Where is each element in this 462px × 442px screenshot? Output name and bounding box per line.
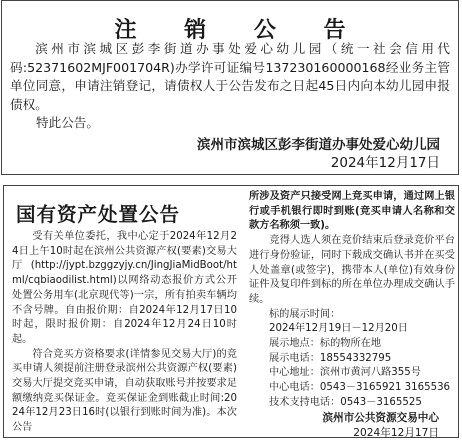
deregistration-notice	[1, 0, 459, 175]
asset-paragraph-2: 符合竞买方资格要求(详情参见交易大厅)的竞买申请人须提前注册登录滨州公共资源产权(要素)交易大厅提交竞买申请，自动获取账号并按要求足额缴纳竞买保证金。竞买保证金到账截止时间:2024年12月23日16时(以银行到账时间为准)。本次公告	[12, 348, 237, 434]
notice-date: 2024年12月17日	[330, 155, 440, 171]
asset-paragraph-1: 受有关单位委托，我中心定于2024年12月24日上午10时起在滨州公共资源产权(要素)交易大厅(http://jypt.bzggzyjy.cn/JingJiaMidBoot/html/cqbiaodilist.html)以网络动态报价方式公开处置公务用车(北京现代等)一宗，所有拍卖车辆均不含号牌。自由报价期：自2024年12月17日10时起，限时报价期：自2024年12月24日10时起。	[12, 231, 237, 345]
info-item: 标的展示时间：	[269, 308, 341, 320]
info-item: 展示地点：标的物所在地	[269, 338, 382, 350]
asset-notice-signature: 滨州市公共资源交易中心	[322, 411, 439, 424]
info-item: 中心电话：0543－3165921 3165536	[269, 382, 451, 394]
notice-signature: 滨州市滨城区彭李街道办事处爱心幼儿园	[197, 137, 440, 153]
asset-disposal-notice	[3, 185, 459, 438]
notice-closing: 特此公告。	[36, 115, 99, 130]
notice-title: 注 销 公 告	[114, 18, 366, 43]
asset-notice-date: 2024年12月17日	[353, 426, 439, 439]
asset-paragraph-4: 竞得人选人须在竞价结束后登录竞价平台进行身份验证，同时下载成交确认书并在买受人处盖章(或签字)，携带本人(单位)有效身份证件及复印件到标的所在单位办理成交确认手续。	[249, 235, 455, 305]
info-item: 技术支持电话：0543－3165525	[269, 396, 422, 408]
info-item: 展示电话：18554332795	[269, 352, 392, 364]
asset-info-list	[249, 308, 455, 411]
asset-notice-right-column	[249, 190, 455, 441]
asset-paragraph-3: 所涉及资产只接受网上竞买申请，通过网上银行或手机银行即时到账(竞买申请人名称和交款方名称须一致)。	[249, 191, 455, 232]
asset-notice-title: 国有资产处置公告	[16, 203, 181, 226]
asset-notice-left-column	[12, 230, 237, 436]
info-item: 中心地址：滨州市黄河八路355号	[269, 367, 421, 379]
notice-body: 滨州市滨城区彭李街道办事处爱心幼儿园（统一社会信用代码:52371602MJF001704R)办学许可证编号137230160000168经业务主管单位同意，申请注销登记，请债权人于公告发布之日起45日内向本幼儿园申报债权。	[10, 41, 450, 112]
info-item: 2024年12月19日－12月20日	[269, 323, 408, 335]
